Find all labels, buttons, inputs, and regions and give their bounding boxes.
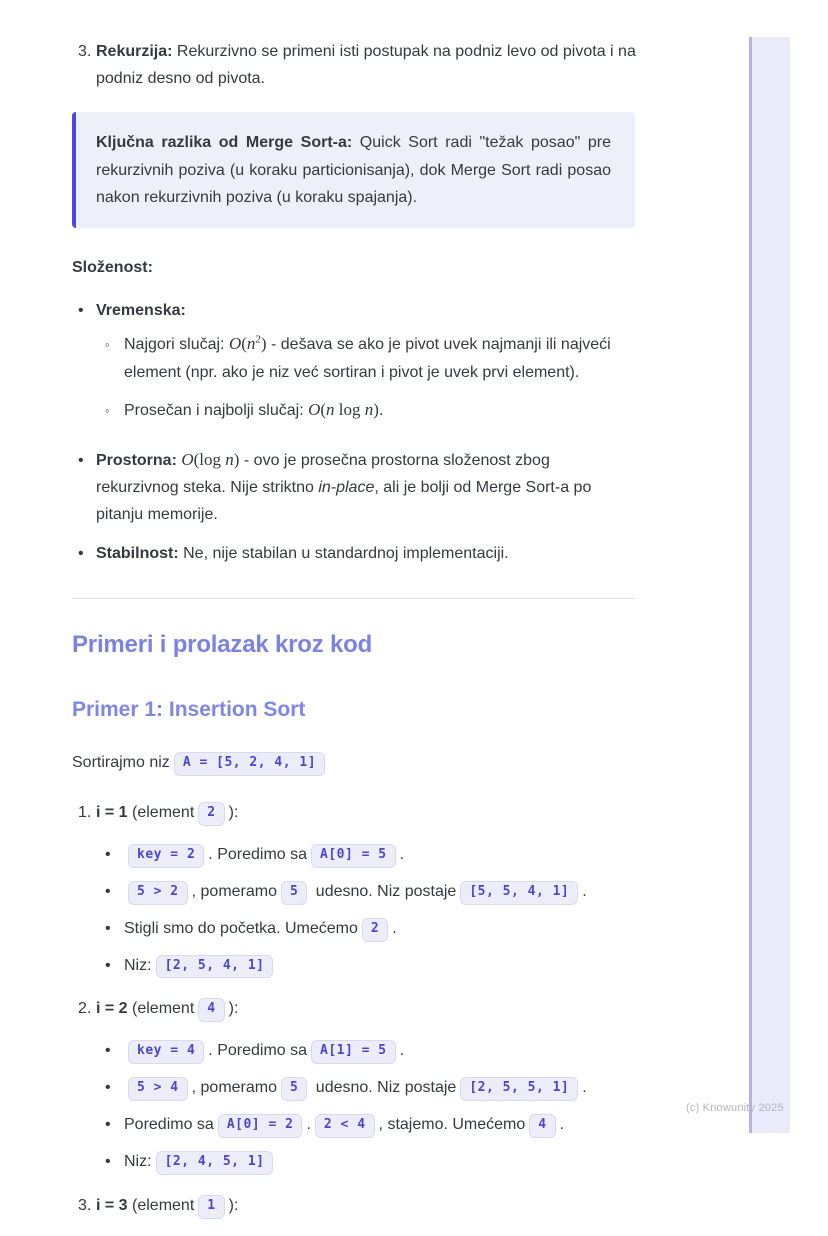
circle-bullet-icon: ◦: [105, 402, 110, 418]
list-item-prostorna: [72, 447, 635, 529]
inline-code-chip: 2 < 4: [315, 1114, 375, 1138]
bullet-icon: •: [105, 845, 111, 863]
callout-box: [72, 112, 635, 228]
step-bullet-text: Poredimo sa A[0] = 2 . 2 < 4 , stajemo. Umećemo 4 .: [124, 1111, 635, 1139]
step-item-1: [72, 799, 635, 979]
step-heading: [72, 1192, 635, 1220]
bullet-icon: •: [105, 882, 111, 900]
inline-code-chip: key = 4: [128, 1040, 204, 1064]
inline-code-chip: 4: [529, 1114, 555, 1138]
inline-code-chip: [2, 4, 5, 1]: [156, 1151, 274, 1175]
list-subitem-prosecan: [96, 397, 635, 424]
step-item-2: [72, 995, 635, 1175]
numbered-item-rekurzija: [72, 38, 635, 92]
step-bullet: [72, 1037, 635, 1065]
subsection-title: Primer 1: Insertion Sort: [72, 697, 306, 721]
step-heading: [72, 995, 635, 1023]
inline-code-chip: 4: [198, 998, 224, 1022]
inline-code-chip: 5: [281, 881, 307, 905]
note-content: [72, 0, 635, 1236]
list-item-text: Stabilnost: Ne, nije stabilan u standardnoj implementaciji.: [96, 545, 509, 563]
step-bullet-text: 5 > 2 , pomeramo 5 udesno. Niz postaje [5, 5, 4, 1] .: [124, 878, 635, 906]
step-bullet: [72, 915, 635, 943]
inline-code-chip: [5, 5, 4, 1]: [460, 881, 578, 905]
list-item-text: Prostorna: O(log n) - ovo je prosečna prostorna složenost zbog rekurzivnog steka. Nije striktno in-place, ali je bolji od Merge Sort-a po pitanju memorije.: [96, 449, 592, 524]
list-subitem-najgori: [96, 331, 635, 385]
inline-code-chip: [2, 5, 5, 1]: [460, 1077, 578, 1101]
divider: [72, 598, 635, 599]
bullet-icon: •: [105, 1153, 111, 1171]
numbered-item-text: Rekurzija: Rekurzivno se primeni isti postupak na podniz levo od pivota i na podniz desno od pivota.: [96, 43, 636, 88]
list-subitem-text: Najgori slučaj: $O(n^2)$ - dešava se ako je pivot uvek najmanji ili najveći element (npr. ako je niz već sortiran i pivot je uvek prvi element).: [124, 333, 611, 381]
page-edge-band: [749, 37, 790, 1133]
bullet-icon: •: [78, 545, 84, 563]
bullet-icon: •: [78, 451, 84, 469]
bullet-icon: •: [105, 1079, 111, 1097]
list-subitem-text: Prosečan i najbolji slučaj: O(n log n).: [124, 399, 384, 419]
list-item-vremenska: [72, 297, 635, 435]
inline-code-chip: 5: [281, 1077, 307, 1101]
list-number: 1.: [78, 804, 92, 821]
bullet-icon: •: [105, 956, 111, 974]
inline-code-chip: A[1] = 5: [311, 1040, 396, 1064]
step-bullet: [72, 841, 635, 869]
inline-code-chip: A[0] = 2: [218, 1114, 303, 1138]
inline-code-chip: 2: [198, 802, 224, 826]
list-number: 3.: [78, 43, 92, 60]
example-intro: Sortirajmo niz A = [5, 2, 4, 1]: [72, 749, 635, 777]
step-bullet: [72, 1074, 635, 1102]
inline-code-chip: [2, 5, 4, 1]: [156, 955, 274, 979]
step-heading-text: i = 2 (element 4 ):: [96, 995, 635, 1023]
step-bullet-text: Niz: [2, 4, 5, 1]: [124, 1148, 635, 1176]
step-bullet-text: key = 2 . Poredimo sa A[0] = 5 .: [124, 841, 635, 869]
bullet-icon: •: [105, 1116, 111, 1134]
bullet-icon: •: [78, 302, 84, 320]
callout-text: Ključna razlika od Merge Sort-a: Quick Sort radi "težak posao" pre rekurzivnih poziva (u koraku particionisanja), dok Merge Sort radi posao nakon rekurzivnih poziva (u koraku spajanja).: [96, 134, 611, 206]
step-heading-text: i = 3 (element 1 ):: [96, 1192, 635, 1220]
inline-code-chip: A[0] = 5: [311, 844, 396, 868]
step-item-3: [72, 1192, 635, 1220]
inline-code-chip: key = 2: [128, 844, 204, 868]
step-bullet: [72, 878, 635, 906]
inline-code-chip: 5 > 4: [128, 1077, 188, 1101]
inline-code-chip: 5 > 2: [128, 881, 188, 905]
step-bullet: [72, 952, 635, 980]
step-bullet-text: 5 > 4 , pomeramo 5 udesno. Niz postaje [2, 5, 5, 1] .: [124, 1074, 635, 1102]
complexity-list: [72, 297, 635, 568]
step-bullet-text: Stigli smo do početka. Umećemo 2 .: [124, 915, 635, 943]
step-bullet: [72, 1111, 635, 1139]
step-bullet: [72, 1148, 635, 1176]
inline-code-chip: 1: [198, 1195, 224, 1219]
list-item-text: Vremenska:: [96, 302, 186, 320]
bullet-icon: •: [105, 919, 111, 937]
complexity-heading: Složenost:: [72, 258, 153, 276]
section-title: Primeri i prolazak kroz kod: [72, 630, 373, 658]
circle-bullet-icon: ◦: [105, 337, 110, 353]
list-number: 2.: [78, 1000, 92, 1018]
list-number: 3.: [78, 1196, 92, 1214]
step-bullet-text: key = 4 . Poredimo sa A[1] = 5 .: [124, 1037, 635, 1065]
list-item-stabilnost: [72, 540, 635, 567]
copyright-watermark: (c) Knowunity 2025: [686, 1102, 784, 1114]
inline-code-chip: A = [5, 2, 4, 1]: [174, 752, 325, 776]
inline-code-chip: 2: [362, 918, 388, 942]
bullet-icon: •: [105, 1042, 111, 1060]
steps-list: [72, 799, 635, 1220]
step-heading: [72, 799, 635, 827]
step-heading-text: i = 1 (element 2 ):: [96, 799, 635, 827]
step-bullet-text: Niz: [2, 5, 4, 1]: [124, 952, 635, 980]
